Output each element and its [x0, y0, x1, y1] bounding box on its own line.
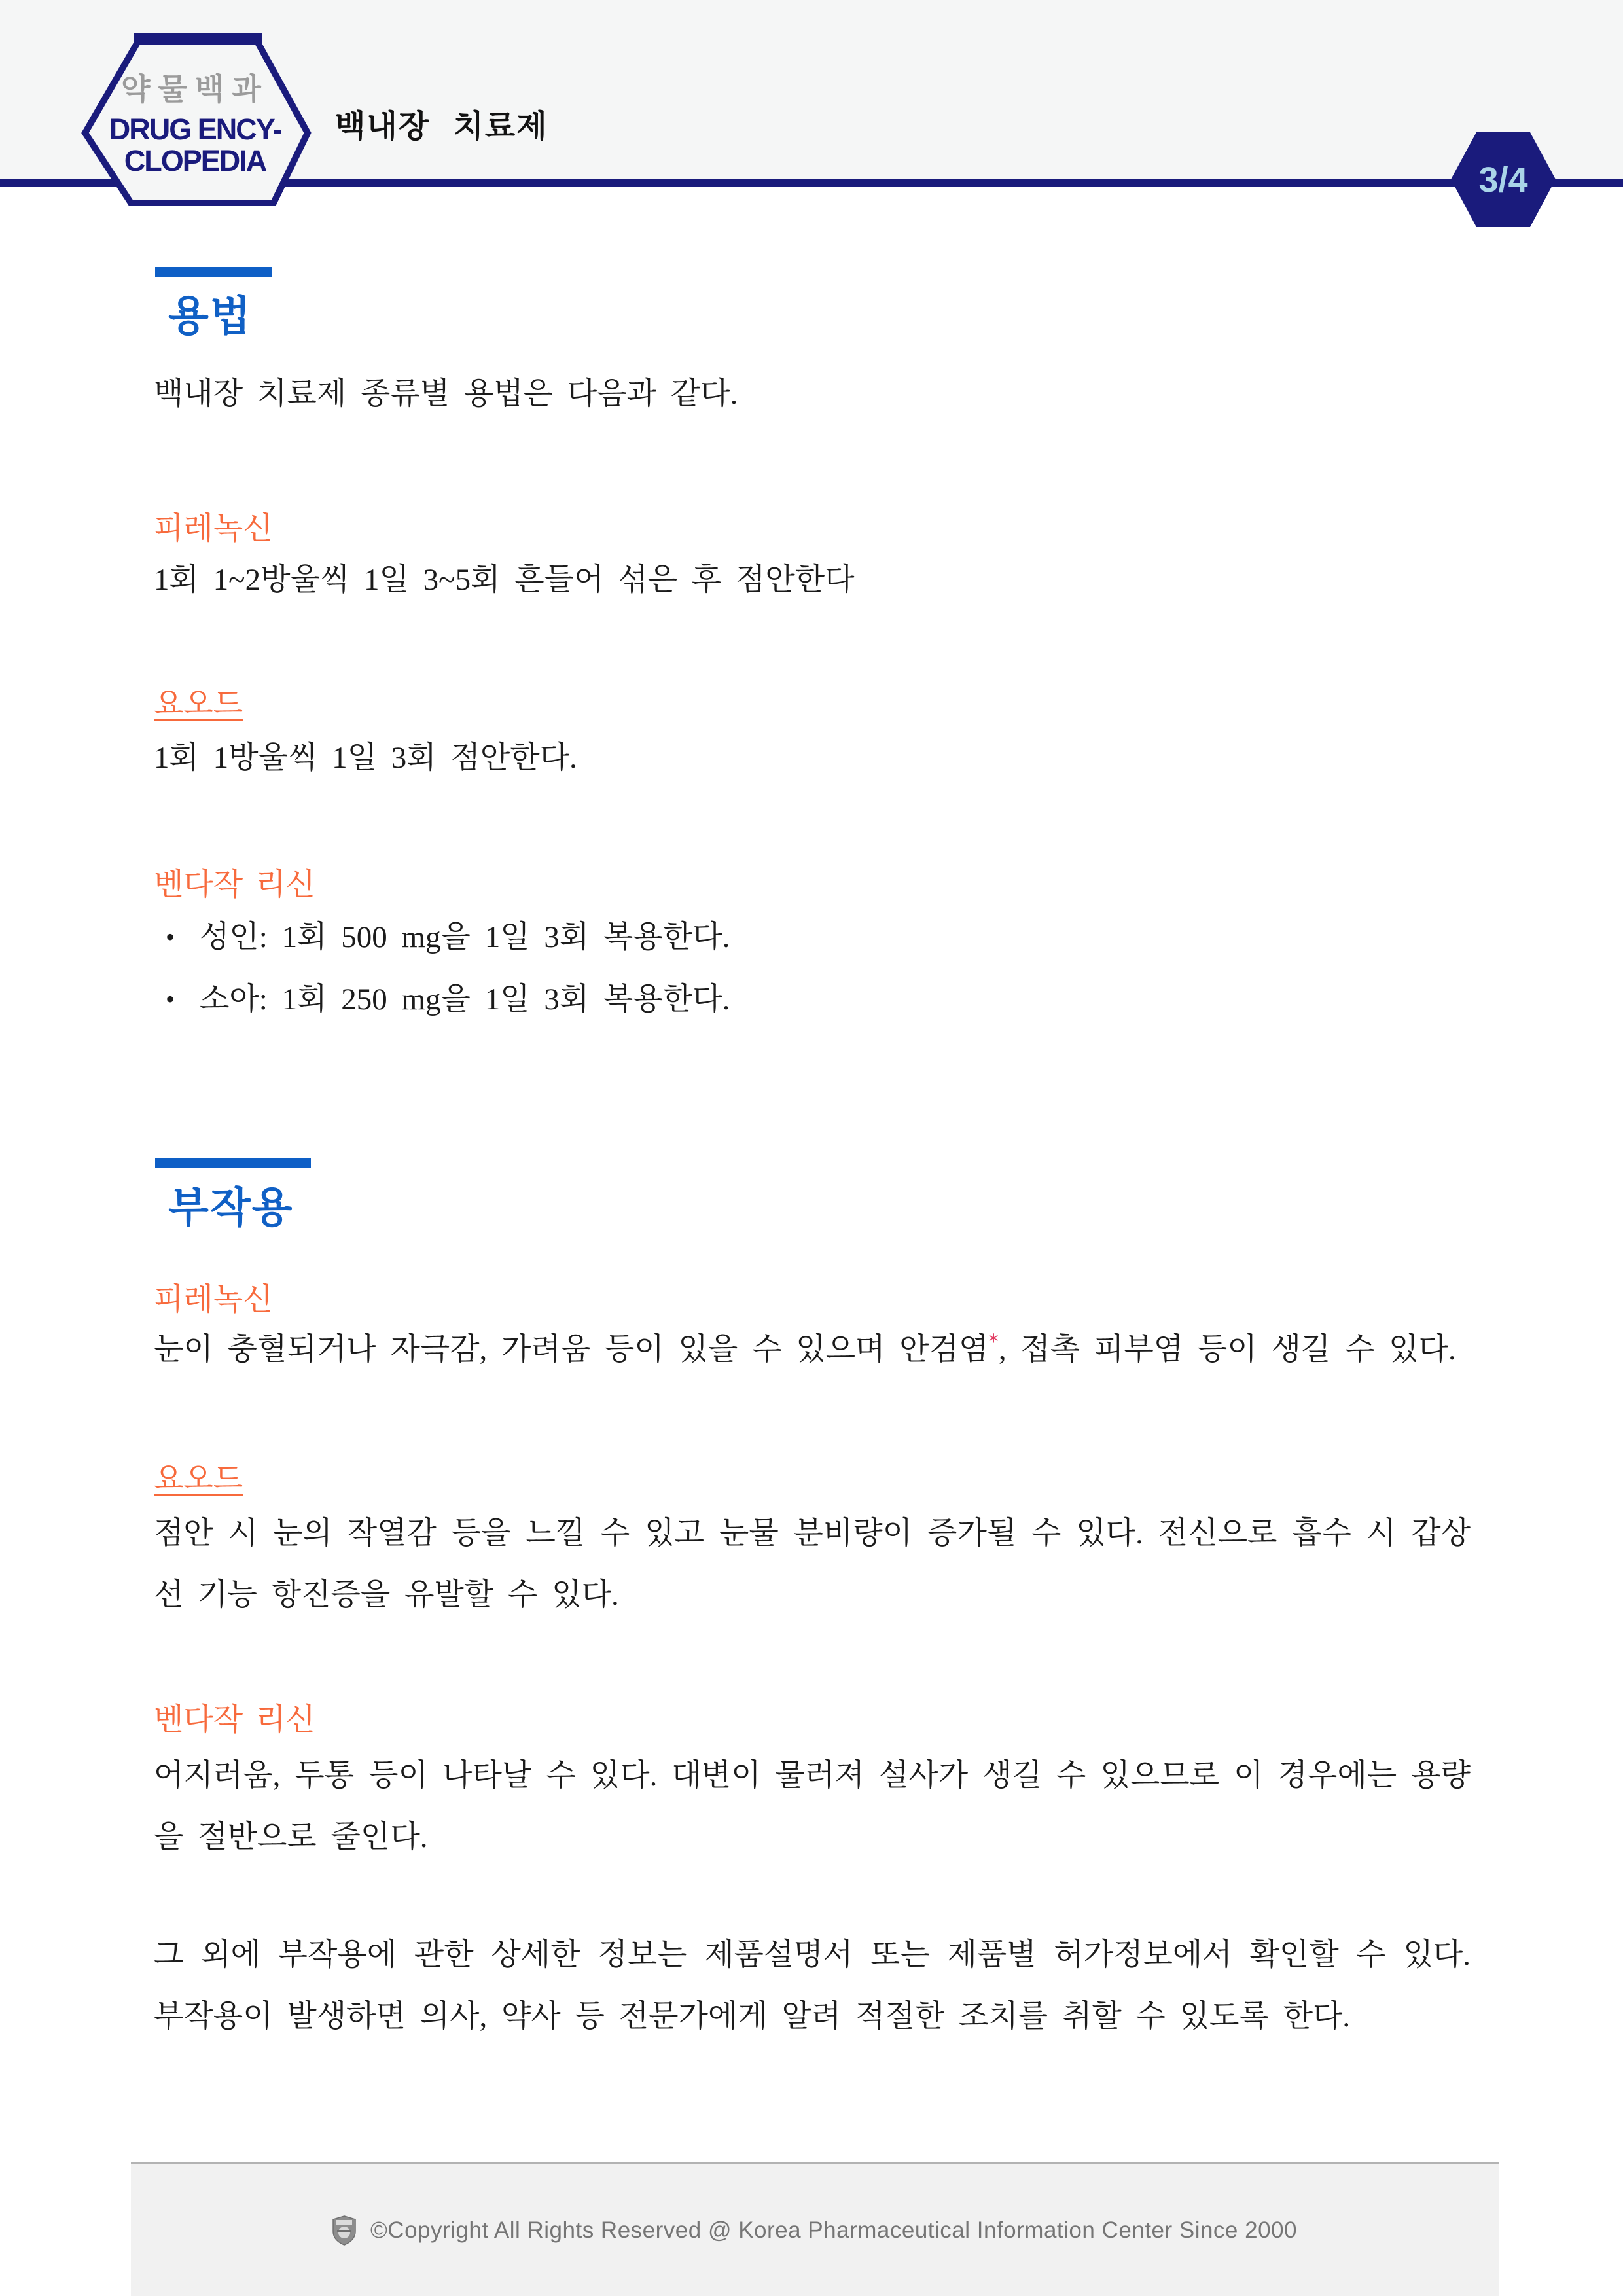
drug-subheading-pirenoxine: 피레녹신 — [154, 512, 273, 546]
kpic-shield-icon — [332, 2215, 356, 2246]
effect-paragraph-iodide: 점안 시 눈의 작열감 등을 느낄 수 있고 눈물 분비량이 증가될 수 있다. 전신으로 흡수 시 갑상선 기능 항진증을 유발할 수 있다. — [154, 1516, 1471, 1612]
bullet-text: 소아: 1회 250 mg을 1일 3회 복용한다. — [200, 982, 730, 1016]
brand-korean-label: 약물백과 — [121, 72, 269, 106]
drug-subheading-bendazac: 벤다작 리신 — [154, 868, 315, 902]
drug-subheading-pirenoxine: 피레녹신 — [154, 1283, 273, 1317]
page-number-badge: 3/4 — [1478, 160, 1528, 200]
dosage-paragraph-pirenoxine: 1회 1~2방울씩 1일 3~5회 흔들어 섞은 후 점안한다 — [154, 563, 855, 597]
brand-logo — [77, 65, 313, 177]
copyright-text: ©Copyright All Rights Reserved @ Korea Pharmaceutical Information Center Since 2000 — [370, 2217, 1297, 2243]
bullet-text: 성인: 1회 500 mg을 1일 3회 복용한다. — [200, 920, 730, 954]
bullet-icon: • — [166, 922, 175, 952]
effect-text-before: 눈이 충혈되거나 자극감, 가려움 등이 있을 수 있으며 안검염 — [154, 1333, 989, 1367]
effect-text-after: , 접촉 피부염 등이 생길 수 있다. — [998, 1333, 1456, 1367]
effect-paragraph-bendazac: 어지러움, 두통 등이 나타날 수 있다. 대변이 물러져 설사가 생길 수 있으므로 이 경우에는 용량을 절반으로 줄인다. — [154, 1759, 1471, 1854]
side-effects-section-accent-bar — [155, 1158, 311, 1168]
usage-section-accent-bar — [155, 267, 272, 277]
dosage-paragraph-iodide: 1회 1방울씩 1일 3회 점안한다. — [154, 741, 577, 775]
document-title: 백내장 치료제 — [335, 109, 548, 144]
effect-paragraph-pirenoxine — [154, 1330, 1456, 1369]
drug-subheading-bendazac: 벤다작 리신 — [154, 1703, 315, 1737]
dosage-bullet-child — [154, 980, 1471, 1019]
usage-intro-paragraph: 백내장 치료제 종류별 용법은 다음과 같다. — [154, 377, 738, 411]
bullet-icon: • — [166, 984, 175, 1014]
drug-subheading-iodide: 요오드 — [154, 1462, 243, 1496]
dosage-bullet-adult — [154, 918, 1471, 957]
brand-english-label — [77, 114, 313, 177]
brand-english-line1: DRUG ENCY- — [109, 113, 281, 146]
closing-paragraph: 그 외에 부작용에 관한 상세한 정보는 제품설명서 또는 제품별 허가정보에서 확인할 수 있다. 부작용이 발생하면 의사, 약사 등 전문가에게 알려 적절한 조치를 취할 수 있도록 한다. — [154, 1938, 1471, 2034]
footer — [131, 2162, 1499, 2296]
brand-english-line2: CLOPEDIA — [124, 144, 266, 177]
asterisk-footnote-marker: * — [988, 1330, 999, 1354]
side-effects-section-heading: 부작용 — [168, 1184, 294, 1231]
usage-section-heading: 용법 — [168, 293, 252, 340]
drug-subheading-iodide: 요오드 — [154, 687, 243, 721]
